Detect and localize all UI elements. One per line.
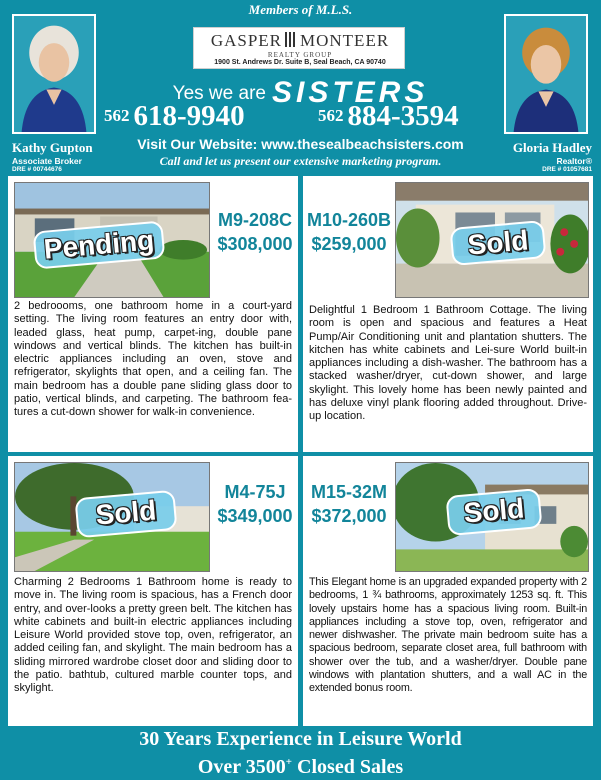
status-badge: Sold: [74, 490, 177, 539]
logo-bars-icon: [285, 32, 297, 47]
logo-name-right: MONTEER: [300, 31, 390, 50]
listing-description: Delightful 1 Bedroom 1 Bathroom Cottage. The living room is open and spacious and features a Heat Pump/Air Conditioning unit and plantation shutters. The kitchen has white cabinets and Lei-sure World built-in appliances including a dish-washer. The bathroom has a stacked washer/dryer, cut-down shower, and large skylight. This lovely home has been newly painted and has deluxe vinyl plank flooring added throughout. Drive-up location.: [309, 304, 587, 423]
phone-kathy[interactable]: [104, 100, 245, 133]
listing-price: $349,000: [217, 506, 293, 526]
sisters-text: SISTERS: [271, 76, 429, 109]
tagline: Call and let us present our extensive marketing program.: [159, 154, 442, 168]
phone-area-code: 562: [318, 106, 344, 125]
members-mls-text: Members of M.L.S.: [248, 2, 353, 17]
listing-description: 2 bedroooms, one bathroom home in a court-yard setting. The living room features an entry door with, leaded glass, heat pump, carpet-ing, double pane windows and vertical blinds. The kitchen has built-in electric appliances including an oven, stove and refrigerator, skylights that open, and a ceiling fan. The main bedroom has a double pane sliding glass door to patio, vertical blinds, and carpeting. The bathroom fea-tures a cut-down shower for walk-in convenience.: [14, 300, 292, 419]
agent-dre: DRE # 00744676: [12, 166, 62, 173]
footer: [0, 728, 601, 779]
footer-sales-suffix: Closed Sales: [292, 756, 404, 778]
footer-experience: 30 Years Experience in Leisure World: [139, 728, 462, 750]
website-link[interactable]: Visit Our Website: www.thesealbeachsisters.com: [137, 136, 464, 152]
agent-photo-kathy: [12, 14, 96, 134]
phone-number: 884-3594: [347, 100, 459, 132]
header: [0, 0, 601, 176]
footer-sales-plus: +: [285, 756, 293, 768]
status-badge: Pending: [33, 220, 166, 269]
listing-price: $308,000: [217, 234, 293, 254]
status-badge: Sold: [445, 488, 542, 536]
mls-number: M9-208C: [217, 210, 293, 230]
listing-price: $259,000: [311, 234, 387, 254]
phone-gloria[interactable]: [318, 100, 459, 133]
logo-name: [194, 31, 406, 51]
agent-gloria-info: [474, 140, 592, 173]
listing-description: This Elegant home is an upgraded expanded property with 2 bedrooms, 1 ¾ bathrooms, approximately 1253 sq. ft. This lovely upstairs home has a spacious living room. Built-in appliances including a stove top, oven, refrigerator and newer dishwasher. The private main bedroom suite has a spacious bedroom, separate closet area, full bathroom with shower over the tub, and a washer/dryer. Double pane windows with plantation shutters, and a wall AC in the extended bonus room.: [309, 576, 587, 695]
footer-sales-prefix: Over 3500: [197, 756, 286, 778]
agent-photo-gloria: [504, 14, 588, 134]
mls-number: M10-260B: [306, 210, 392, 230]
realty-logo: [193, 27, 405, 69]
mls-number: M15-32M: [310, 482, 388, 502]
listing-description: Charming 2 Bedrooms 1 Bathroom home is ready to move in. The living room is spacious, has a French door entry, and over-looks a pretty green belt. The kitchen has white cabinets and built-in electric appliances including Leisure World provided stove top, oven, refrigerator, an added ceiling fan, and skylight. The main bedroom has a sliding mirrored wardrobe closet door and sliding door to the patio. bathtub, cultured marble counter tops, and skylight.: [14, 576, 292, 695]
agent-role: Associate Broker: [12, 156, 82, 166]
logo-name-left: GASPER: [210, 31, 282, 50]
listing-card[interactable]: [8, 176, 298, 452]
phone-number: 618-9940: [133, 100, 245, 132]
listing-price: $372,000: [311, 506, 387, 526]
mls-number: M4-75J: [224, 482, 286, 502]
agent-name: Kathy Gupton: [12, 140, 93, 155]
agent-kathy-info: [12, 140, 93, 173]
agent-role: Realtor®: [556, 156, 592, 166]
status-badge: Sold: [450, 220, 547, 266]
logo-subtitle: REALTY GROUP: [267, 51, 333, 59]
listing-card[interactable]: [8, 456, 298, 726]
phone-area-code: 562: [104, 106, 130, 125]
footer-sales: [0, 751, 601, 779]
office-address: 1900 St. Andrews Dr. Suite B, Seal Beach, CA 90740: [214, 59, 386, 66]
yes-we-are-text: Yes we are: [172, 83, 266, 104]
sisters-headline: [0, 76, 601, 110]
agent-dre: DRE # 01057681: [542, 166, 592, 173]
listing-card[interactable]: [303, 176, 593, 452]
agent-name: Gloria Hadley: [512, 140, 592, 155]
listing-card[interactable]: [303, 456, 593, 726]
